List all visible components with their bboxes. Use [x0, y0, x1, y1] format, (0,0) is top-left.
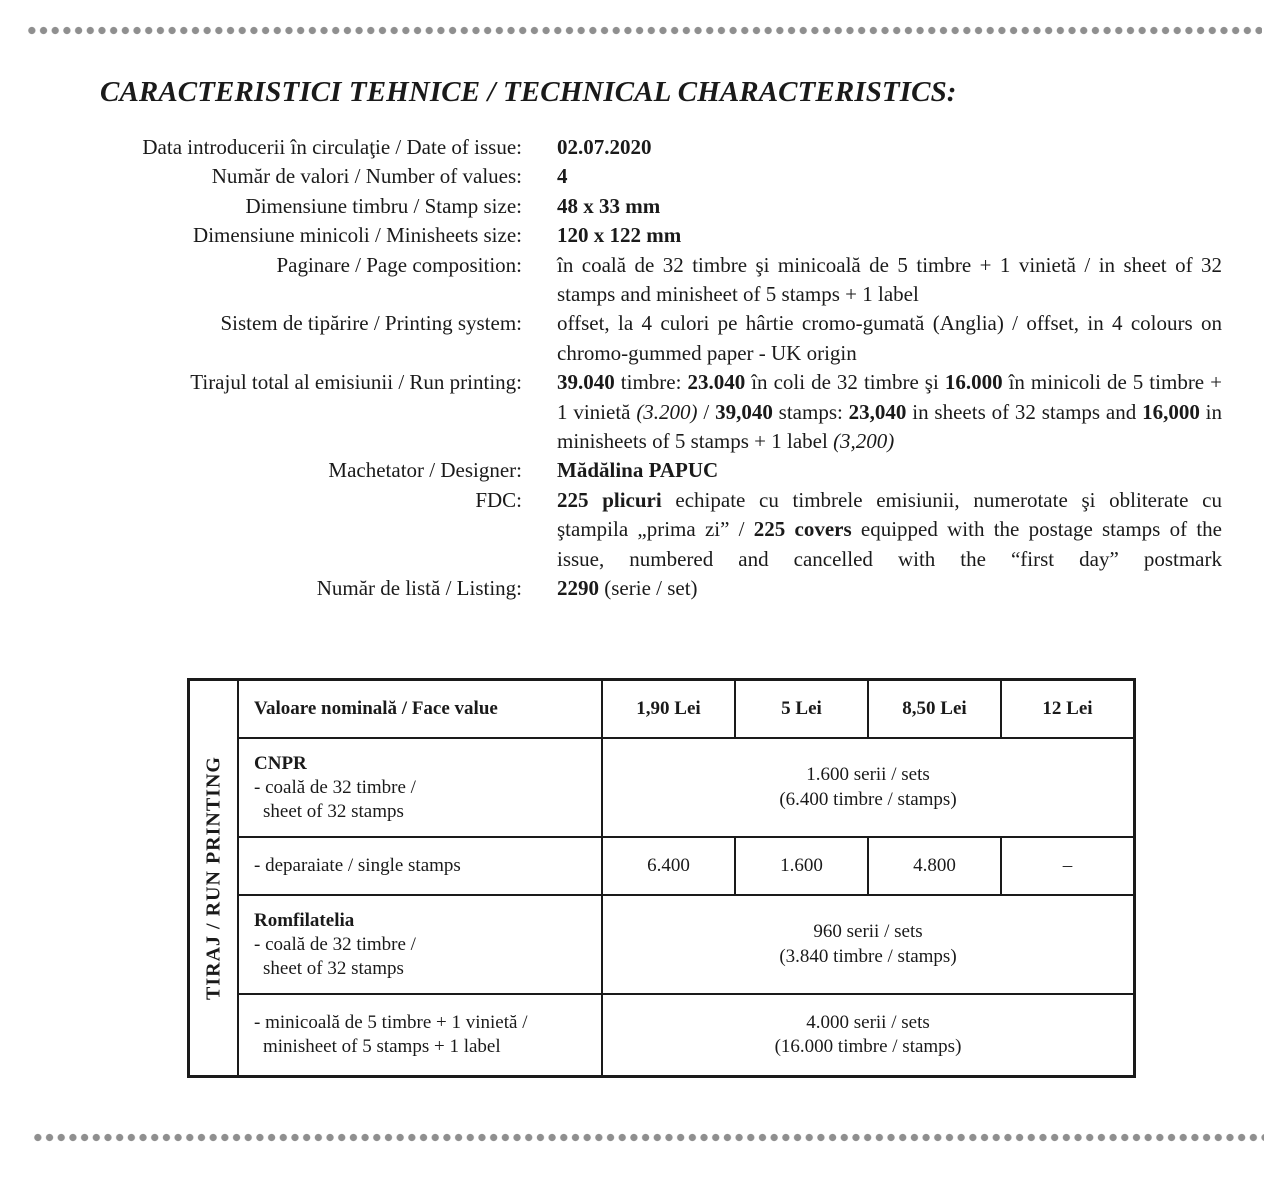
header-value: 12 Lei — [1001, 680, 1135, 739]
merged-value-cell — [602, 738, 1135, 837]
spec-row-page-composition — [60, 251, 1222, 310]
merged-line: (6.400 timbre / stamps) — [779, 788, 957, 810]
table-row-single-stamps — [189, 837, 1135, 895]
spec-row-designer — [60, 456, 1222, 485]
value-cell: 1.600 — [735, 837, 868, 895]
header-value: 1,90 Lei — [602, 680, 735, 739]
spec-row-minisheet-size — [60, 221, 1222, 250]
header-label: Valoare nominală / Face value — [238, 680, 602, 739]
spec-row-fdc — [60, 486, 1222, 574]
spec-value: 4 — [557, 164, 568, 189]
spec-value: 48 x 33 mm — [557, 193, 661, 218]
row-line: - coală de 32 timbre / — [254, 933, 416, 955]
merged-line: 4.000 serii / sets — [806, 1011, 930, 1033]
fdc-text: echipate cu timbrele emisiunii, numerotate şi obliterate cu ştampila „prima zi” / — [557, 487, 1222, 542]
spec-label: Dimensiune timbru / Stamp size: — [245, 193, 522, 218]
spec-value: 120 x 122 mm — [557, 223, 682, 248]
run-text: in sheets of 32 stamps and — [906, 399, 1143, 424]
merged-line: 960 serii / sets — [813, 921, 923, 942]
spec-label: Număr de listă / Listing: — [316, 576, 522, 601]
spec-value: Mădălina PAPUC — [557, 458, 719, 483]
table-header-row — [189, 680, 1135, 739]
spec-value-run — [557, 368, 1222, 456]
row-label: - deparaiate / single stamps — [238, 837, 602, 895]
spec-label: Tirajul total al emisiunii / Run printing: — [190, 370, 522, 395]
run-number: 23,040 — [848, 399, 907, 424]
merged-line: (16.000 timbre / stamps) — [774, 1036, 962, 1057]
spec-label: Număr de valori / Number of values: — [211, 164, 522, 189]
run-italic: (3,200) — [833, 429, 895, 454]
row-label — [238, 738, 602, 837]
value-cell: 4.800 — [868, 837, 1001, 895]
top-dotted-divider — [26, 26, 1262, 35]
value-cell: 6.400 — [602, 837, 735, 895]
spec-label: Sistem de tipărire / Printing system: — [220, 311, 522, 336]
run-number: 39,040 — [715, 399, 773, 424]
run-text: în minicoli de 5 timbre + 1 vinietă — [557, 370, 1222, 424]
merged-line: (3.840 timbre / stamps) — [779, 945, 957, 967]
spec-row-stamp-size — [60, 192, 1222, 221]
fdc-bold: 225 covers — [753, 517, 852, 542]
side-label: TIRAJ / RUN PRINTING — [202, 756, 224, 1000]
spec-value-fdc — [557, 486, 1222, 574]
run-text: timbre: — [614, 370, 688, 395]
spec-row-values — [60, 162, 1222, 191]
page-title: CARACTERISTICI TEHNICE / TECHNICAL CHARACTERISTICS: — [100, 76, 957, 108]
listing-suffix: (serie / set) — [599, 576, 698, 601]
row-label — [238, 994, 602, 1077]
spec-row-listing — [60, 574, 1222, 603]
fdc-text: equipped with the postage stamps of the issue, numbered and cancelled with the “first day” postmark — [557, 517, 1222, 571]
run-number: 39.040 — [557, 370, 615, 395]
row-line: sheet of 32 stamps — [263, 800, 404, 822]
run-text: în coli de 32 timbre şi — [745, 370, 945, 395]
run-text: / — [697, 399, 716, 424]
side-label-cell — [189, 680, 239, 1077]
table-row-cnpr — [189, 738, 1135, 837]
row-line: sheet of 32 stamps — [263, 957, 404, 979]
spec-label: Data introducerii în circulaţie / Date of issue: — [142, 135, 522, 159]
listing-number: 2290 — [557, 576, 599, 601]
header-value: 5 Lei — [735, 680, 868, 739]
run-printing-table — [187, 678, 1136, 1078]
run-number: 16,000 — [1142, 399, 1200, 424]
spec-label: Paginare / Page composition: — [276, 252, 522, 277]
table-row-romfilatelia — [189, 895, 1135, 994]
row-label — [238, 895, 602, 994]
run-number: 16.000 — [944, 370, 1003, 395]
header-value: 8,50 Lei — [868, 680, 1001, 739]
run-text: in minisheets of 5 stamps + 1 label — [557, 399, 1222, 454]
row-org-name: CNPR — [254, 752, 307, 774]
spec-label: Machetator / Designer: — [328, 458, 522, 483]
row-org-name: Romfilatelia — [254, 909, 355, 931]
row-line: - minicoală de 5 timbre + 1 vinietă / — [254, 1012, 528, 1033]
spec-row-date — [60, 133, 1222, 162]
spec-value — [557, 574, 1222, 603]
spec-value: 02.07.2020 — [557, 135, 652, 159]
value-cell: – — [1001, 837, 1135, 895]
run-italic: (3.200) — [636, 399, 698, 424]
spec-row-printing-system — [60, 309, 1222, 368]
row-line: - coală de 32 timbre / — [254, 776, 416, 798]
spec-label: FDC: — [475, 487, 522, 512]
row-line: minisheet of 5 stamps + 1 label — [263, 1036, 501, 1057]
merged-value-cell — [602, 895, 1135, 994]
bottom-dotted-divider — [32, 1133, 1264, 1142]
spec-row-run-printing — [60, 368, 1222, 456]
fdc-bold: 225 plicuri — [557, 487, 662, 512]
spec-label: Dimensiune minicoli / Minisheets size: — [193, 223, 522, 248]
table-row-minisheet — [189, 994, 1135, 1077]
merged-value-cell — [602, 994, 1135, 1077]
merged-line: 1.600 serii / sets — [806, 764, 930, 785]
run-number: 23.040 — [687, 370, 746, 395]
run-text: stamps: — [772, 399, 849, 424]
technical-specs — [60, 133, 1222, 604]
spec-value: în coală de 32 timbre şi minicoală de 5 timbre + 1 vinietă / in sheet of 32 stamps and minisheet of 5 stamps + 1 label — [557, 252, 1222, 307]
spec-value: offset, la 4 culori pe hârtie cromo-gumată (Anglia) / offset, in 4 colours on chromo-gummed paper - UK origin — [557, 311, 1222, 365]
